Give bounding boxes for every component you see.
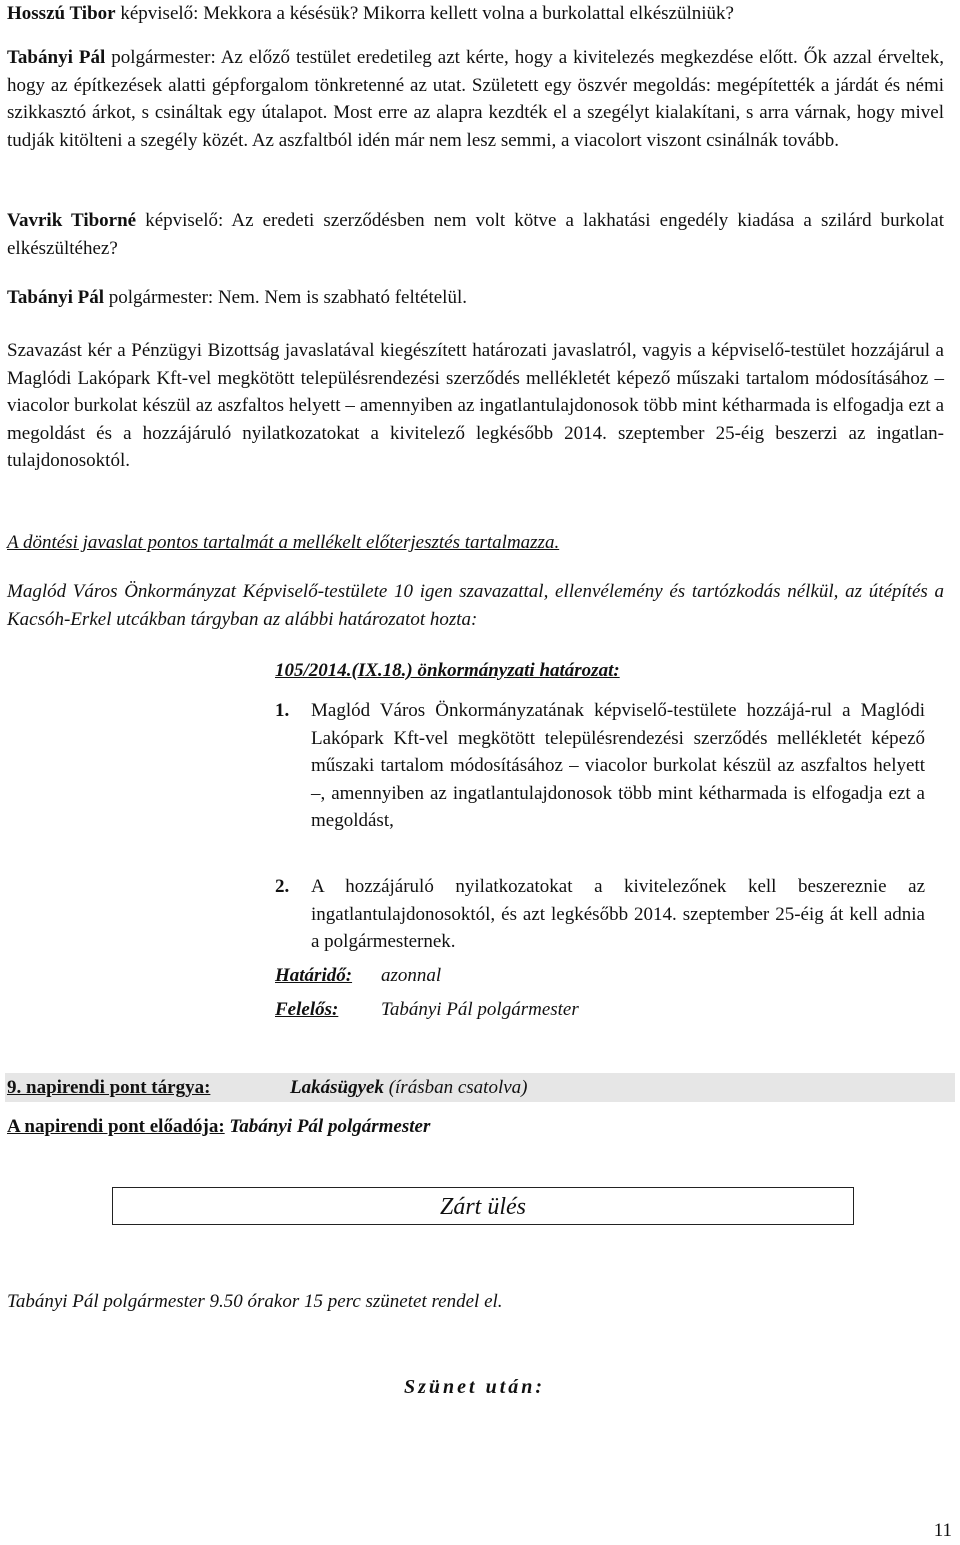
paragraph-proposal-note: A döntési javaslat pontos tartalmát a mellékelt előterjesztés tartalmazza. (7, 532, 560, 553)
speaker-tabanyi-2: Tabányi Pál (7, 287, 104, 308)
paragraph-break: Tabányi Pál polgármester 9.50 órakor 15 perc szünetet rendel el. (7, 1291, 503, 1312)
page-number: 11 (933, 1520, 952, 1541)
agenda-presenter-label: A napirendi pont előadója: (7, 1116, 225, 1137)
agenda-topic-value: Lakásügyek (290, 1077, 384, 1098)
resolution-deadline (275, 962, 925, 990)
resolution-item-text: A hozzájáruló nyilatkozatokat a kivitelezőnek kell beszereznie az ingatlantulajdonosoktól, és azt legkésőbb 2014. szeptember 25-éig át kell adnia a polgármesternek. (311, 876, 925, 952)
text-tabanyi-1: polgármester: Az előző testület eredetileg azt kérte, hogy a kivitelezés megkezdése előtt. Ők azzal érveltek, hogy az építkezések alatti gépforgalom tönkretenné az utat. Született egy öszvér megoldás: megépítették a járdát és némi szikkasztó árkot, s csináltak egy útalapot. Most erre az alapra kezdték el a szegélyt kialakítani, s arra várnak, hogy mivel tudják kitölteni a szegély közét. Az aszfaltból idén már nem lesz semmi, a viacolort viszont csinálnák tovább. (7, 47, 944, 151)
closed-session-title: Zárt ülés (439, 1194, 526, 1220)
agenda-presenter (7, 1113, 944, 1141)
agenda-topic-label: 9. napirendi pont tárgya: (7, 1077, 211, 1098)
agenda-topic-bar (5, 1073, 955, 1102)
resolution-title: 105/2014.(IX.18.) önkormányzati határozat: (275, 660, 620, 681)
paragraph-decision: Maglód Város Önkormányzat Képviselő-testülete 10 igen szavazattal, ellenvélemény és tartózkodás nélkül, az útépítés a Kacsóh-Erkel utcákban tárgyban az alábbi határozatot hozta: (7, 581, 944, 630)
resolution-item-number: 1. (275, 700, 290, 721)
speaker-hosszu: Hosszú Tibor (7, 3, 116, 24)
speaker-vavrik: Vavrik Tiborné (7, 210, 137, 231)
text-tabanyi-2: polgármester: Nem. Nem is szabható feltételül. (103, 287, 467, 308)
paragraph-tabanyi-2 (7, 284, 944, 312)
text-vavrik: képviselő: Az eredeti szerződésben nem volt kötve a lakhatási engedély kiadása a szilárd burkolat elkészültéhez? (7, 210, 944, 259)
paragraph-tabanyi-1 (7, 44, 944, 154)
deadline-value: azonnal (381, 965, 442, 986)
resolution-item-1 (275, 697, 925, 835)
agenda-presenter-value: Tabányi Pál polgármester (224, 1116, 431, 1137)
speaker-tabanyi-1: Tabányi Pál (7, 47, 106, 68)
responsible-value: Tabányi Pál polgármester (381, 999, 579, 1020)
deadline-label: Határidő: (275, 965, 353, 986)
responsible-label: Felelős: (275, 999, 339, 1020)
resolution-responsible (275, 996, 925, 1024)
paragraph-hosszu (7, 0, 944, 28)
paragraph-vote-request: Szavazást kér a Pénzügyi Bizottság javaslatával kiegészített határozati javaslatról, vagyis a képviselő-testület hozzájárul a Maglódi Lakópark Kft-vel megkötött településrendezési szerződés mellékletét képező műszaki tartalom módosításához – viacolor burkolat készül az aszfaltos helyett – amennyiben az ingatlantulajdonosok több mint kétharmada is elfogadja ezt a megoldást és a hozzájáruló nyilatkozatokat a kivitelező legkésőbb 2014. szeptember 25-éig beszerzi az ingatlan-tulajdonosoktól. (7, 340, 944, 471)
text-hosszu: képviselő: Mekkora a késésük? Mikorra kellett volna a burkolattal elkészülniük? (115, 3, 734, 24)
paragraph-vavrik (7, 207, 944, 262)
resolution-item-number: 2. (275, 876, 290, 897)
after-break-heading: Szünet után: (404, 1376, 546, 1398)
agenda-topic-note: (írásban csatolva) (383, 1077, 528, 1098)
resolution-item-text: Maglód Város Önkormányzatának képviselő-testülete hozzájá-rul a Maglódi Lakópark Kft-vel megkötött településrendezési szerződés mellékletét képező műszaki tartalom módosításához – viacolor burkolat készül az aszfaltos helyett –, amennyiben az ingatlantulajdonosok több mint kétharmada is elfogadja ezt a megoldást, (311, 700, 925, 831)
closed-session-box (112, 1187, 854, 1225)
resolution-item-2 (275, 873, 925, 956)
